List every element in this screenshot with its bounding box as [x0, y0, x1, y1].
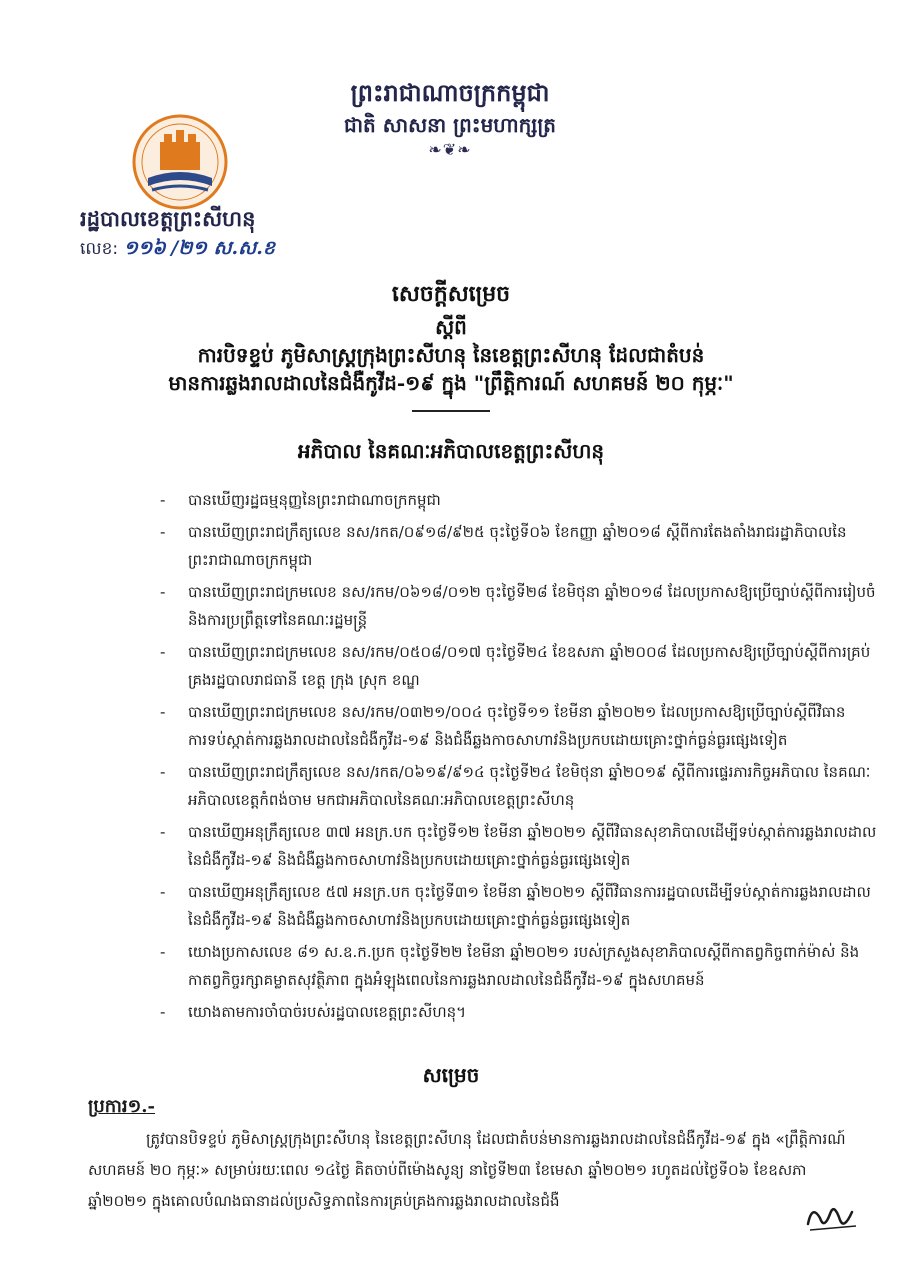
- list-item: - យោងតាមការចាំបាច់របស់រដ្ឋបាលខេត្តព្រះសីហនុ។: [160, 1003, 467, 1021]
- decision-heading: សម្រេច: [422, 1063, 480, 1087]
- list-item: - បានឃើញអនុក្រឹត្យលេខ ៥៧ អនក្រ.បក ចុះថ្ងៃទី៣១ ខែមីនា ឆ្នាំ២០២១ ស្ដីពីវិធានការរដ្ឋបាលដើម្បីទប់ស្កាត់ការឆ្លងរាលដាលនៃជំងឺកូវីដ-១៩ និងជំងឺឆ្លងកាចសាហាវនិងប្រកបដោយគ្រោះថ្នាក់ធ្ងន់ធ្ងរផ្សេងទៀត: [160, 883, 871, 929]
- list-item: - បានឃើញអនុក្រឹត្យលេខ ៣៧ អនក្រ.បក ចុះថ្ងៃទី១២ ខែមីនា ឆ្នាំ២០២១ ស្ដីពីវិធានសុខាភិបាលដើម្បីទប់ស្កាត់ការឆ្លងរាលដាលនៃជំងឺកូវីដ-១៩ និងជំងឺឆ្លងកាចសាហាវនិងប្រកបដោយគ្រោះថ្នាក់ធ្ងន់ធ្ងរផ្សេងទៀត: [160, 823, 877, 869]
- provincial-seal-icon: [130, 112, 230, 212]
- reference-prefix: លេខ:: [80, 239, 119, 259]
- article-1-label: ប្រការ១.-: [88, 1096, 155, 1117]
- list-item: - បានឃើញព្រះរាជក្រមលេខ នស/រកម/០៥០៨/០១៧ ចុះថ្ងៃទី២៤ ខែឧសភា ឆ្នាំ២០០៨ ដែលប្រកាសឱ្យប្រើច្បាប់ស្ដីពីការគ្រប់គ្រងរដ្ឋបាលរាជធានី ខេត្ត ក្រុង ស្រុក ខណ្ឌ: [160, 643, 871, 689]
- issuing-authority: រដ្ឋបាលខេត្តព្រះសីហនុ: [80, 206, 256, 231]
- list-item: - បានឃើញព្រះរាជក្រមលេខ នស/រកម/០៣២១/០០៤ ចុះថ្ងៃទី១១ ខែមីនា ឆ្នាំ២០២១ ដែលប្រកាសឱ្យប្រើច្បាប់ស្ដីពីវិធានការទប់ស្កាត់ការឆ្លងរាលដាលនៃជំងឺកូវីដ-១៩ និងជំងឺឆ្លងកាចសាហាវនិងប្រកបដោយគ្រោះថ្នាក់ធ្ងន់ធ្ងរផ្សេងទៀត: [160, 703, 846, 749]
- list-item: - បានឃើញព្រះរាជក្រឹត្យលេខ នស/រកត/០៦១៩/៩១៤ ចុះថ្ងៃទី២៤ ខែមិថុនា ឆ្នាំ២០១៩ ស្ដីពីការផ្ទេរភារកិច្ចអភិបាល នៃគណៈអភិបាលខេត្តកំពង់ចាម មកជាអភិបាលនៃគណៈអភិបាលខេត្តព្រះសីហនុ: [160, 763, 871, 809]
- document-type-title: សេចក្ដីសម្រេច: [391, 281, 511, 307]
- recitals-list: [160, 486, 880, 1030]
- article-1-body: ត្រូវបានបិទខ្ទប់ ភូមិសាស្ត្រក្រុងព្រះសីហនុ នៃខេត្តព្រះសីហនុ ដែលជាតំបន់មានការឆ្លងរាលដាលនៃជំងឺកូវីដ-១៩ ក្នុង «ព្រឹត្តិការណ៍សហគមន៍ ២០ កុម្ភៈ» សម្រាប់រយៈពេល ១៤ថ្ងៃ គិតចាប់ពីម៉ោងសូន្យ នាថ្ងៃទី២៣ ខែមេសា ឆ្នាំ២០២១ រហូតដល់ថ្ងៃទី០៦ ខែឧសភា ឆ្នាំ២០២១ ក្នុងគោលបំណងធានាដល់ប្រសិទ្ធភាពនៃការគ្រប់គ្រងការឆ្លងរាលដាលនៃជំងឺ: [88, 1130, 846, 1210]
- reference-suffix: /២១ ស.ស.ខ: [171, 237, 275, 259]
- subject-line-2: មានការឆ្លងរាលដាលនៃជំងឺកូវីដ-១៩ ក្នុង "ព្រឹត្តិការណ៍ សហគមន៍ ២០ កុម្ភៈ": [168, 371, 734, 395]
- issuer-title: អភិបាល នៃគណៈអភិបាលខេត្តព្រះសីហនុ: [297, 439, 605, 463]
- kingdom-name: ព្រះរាជាណាចក្រកម្ពុជា: [350, 78, 550, 107]
- reference-line: [80, 236, 275, 264]
- ornament-divider: ❧❦❧: [428, 140, 472, 159]
- subject-line-1: ការបិទខ្ទប់ ភូមិសាស្ត្រក្រុងព្រះសីហនុ នៃខេត្តព្រះសីហនុ ដែលជាតំបន់: [197, 343, 705, 367]
- national-motto: ជាតិ សាសនា ព្រះមហាក្សត្រ: [344, 113, 556, 137]
- handwritten-initials-icon: [802, 1196, 862, 1236]
- list-item: - បានឃើញរដ្ឋធម្មនុញ្ញនៃព្រះរាជាណាចក្រកម្ពុជា: [160, 491, 441, 509]
- title-on: ស្ដីពី: [435, 315, 467, 339]
- list-item: - បានឃើញព្រះរាជក្រឹត្យលេខ នស/រកត/០៩១៨/៩២៥ ចុះថ្ងៃទី០៦ ខែកញ្ញា ឆ្នាំ២០១៨ ស្ដីពីការតែងតាំងរាជរដ្ឋាភិបាលនៃព្រះរាជាណាចក្រកម្ពុជា: [160, 523, 847, 569]
- title-divider: [412, 410, 490, 412]
- reference-number: ១១៦: [123, 237, 166, 259]
- list-item: - យោងប្រកាសលេខ ៨១ ស.ឧ.ក.ប្រក ចុះថ្ងៃទី២២ ខែមីនា ឆ្នាំ២០២១ របស់ក្រសួងសុខាភិបាលស្ដីពីកាតព្វកិច្ចពាក់ម៉ាស់ និងកាតព្វកិច្ចរក្សាគម្លាតសុវត្ថិភាព ក្នុងអំឡុងពេលនៃការឆ្លងរាលដាលនៃជំងឺកូវីដ-១៩ ក្នុងសហគមន៍: [160, 943, 860, 989]
- list-item: - បានឃើញព្រះរាជក្រមលេខ នស/រកម/០៦១៨/០១២ ចុះថ្ងៃទី២៨ ខែមិថុនា ឆ្នាំ២០១៨ ដែលប្រកាសឱ្យប្រើច្បាប់ស្ដីពីការរៀបចំ និងការប្រព្រឹត្តទៅនៃគណៈរដ្ឋមន្ត្រី: [160, 583, 876, 629]
